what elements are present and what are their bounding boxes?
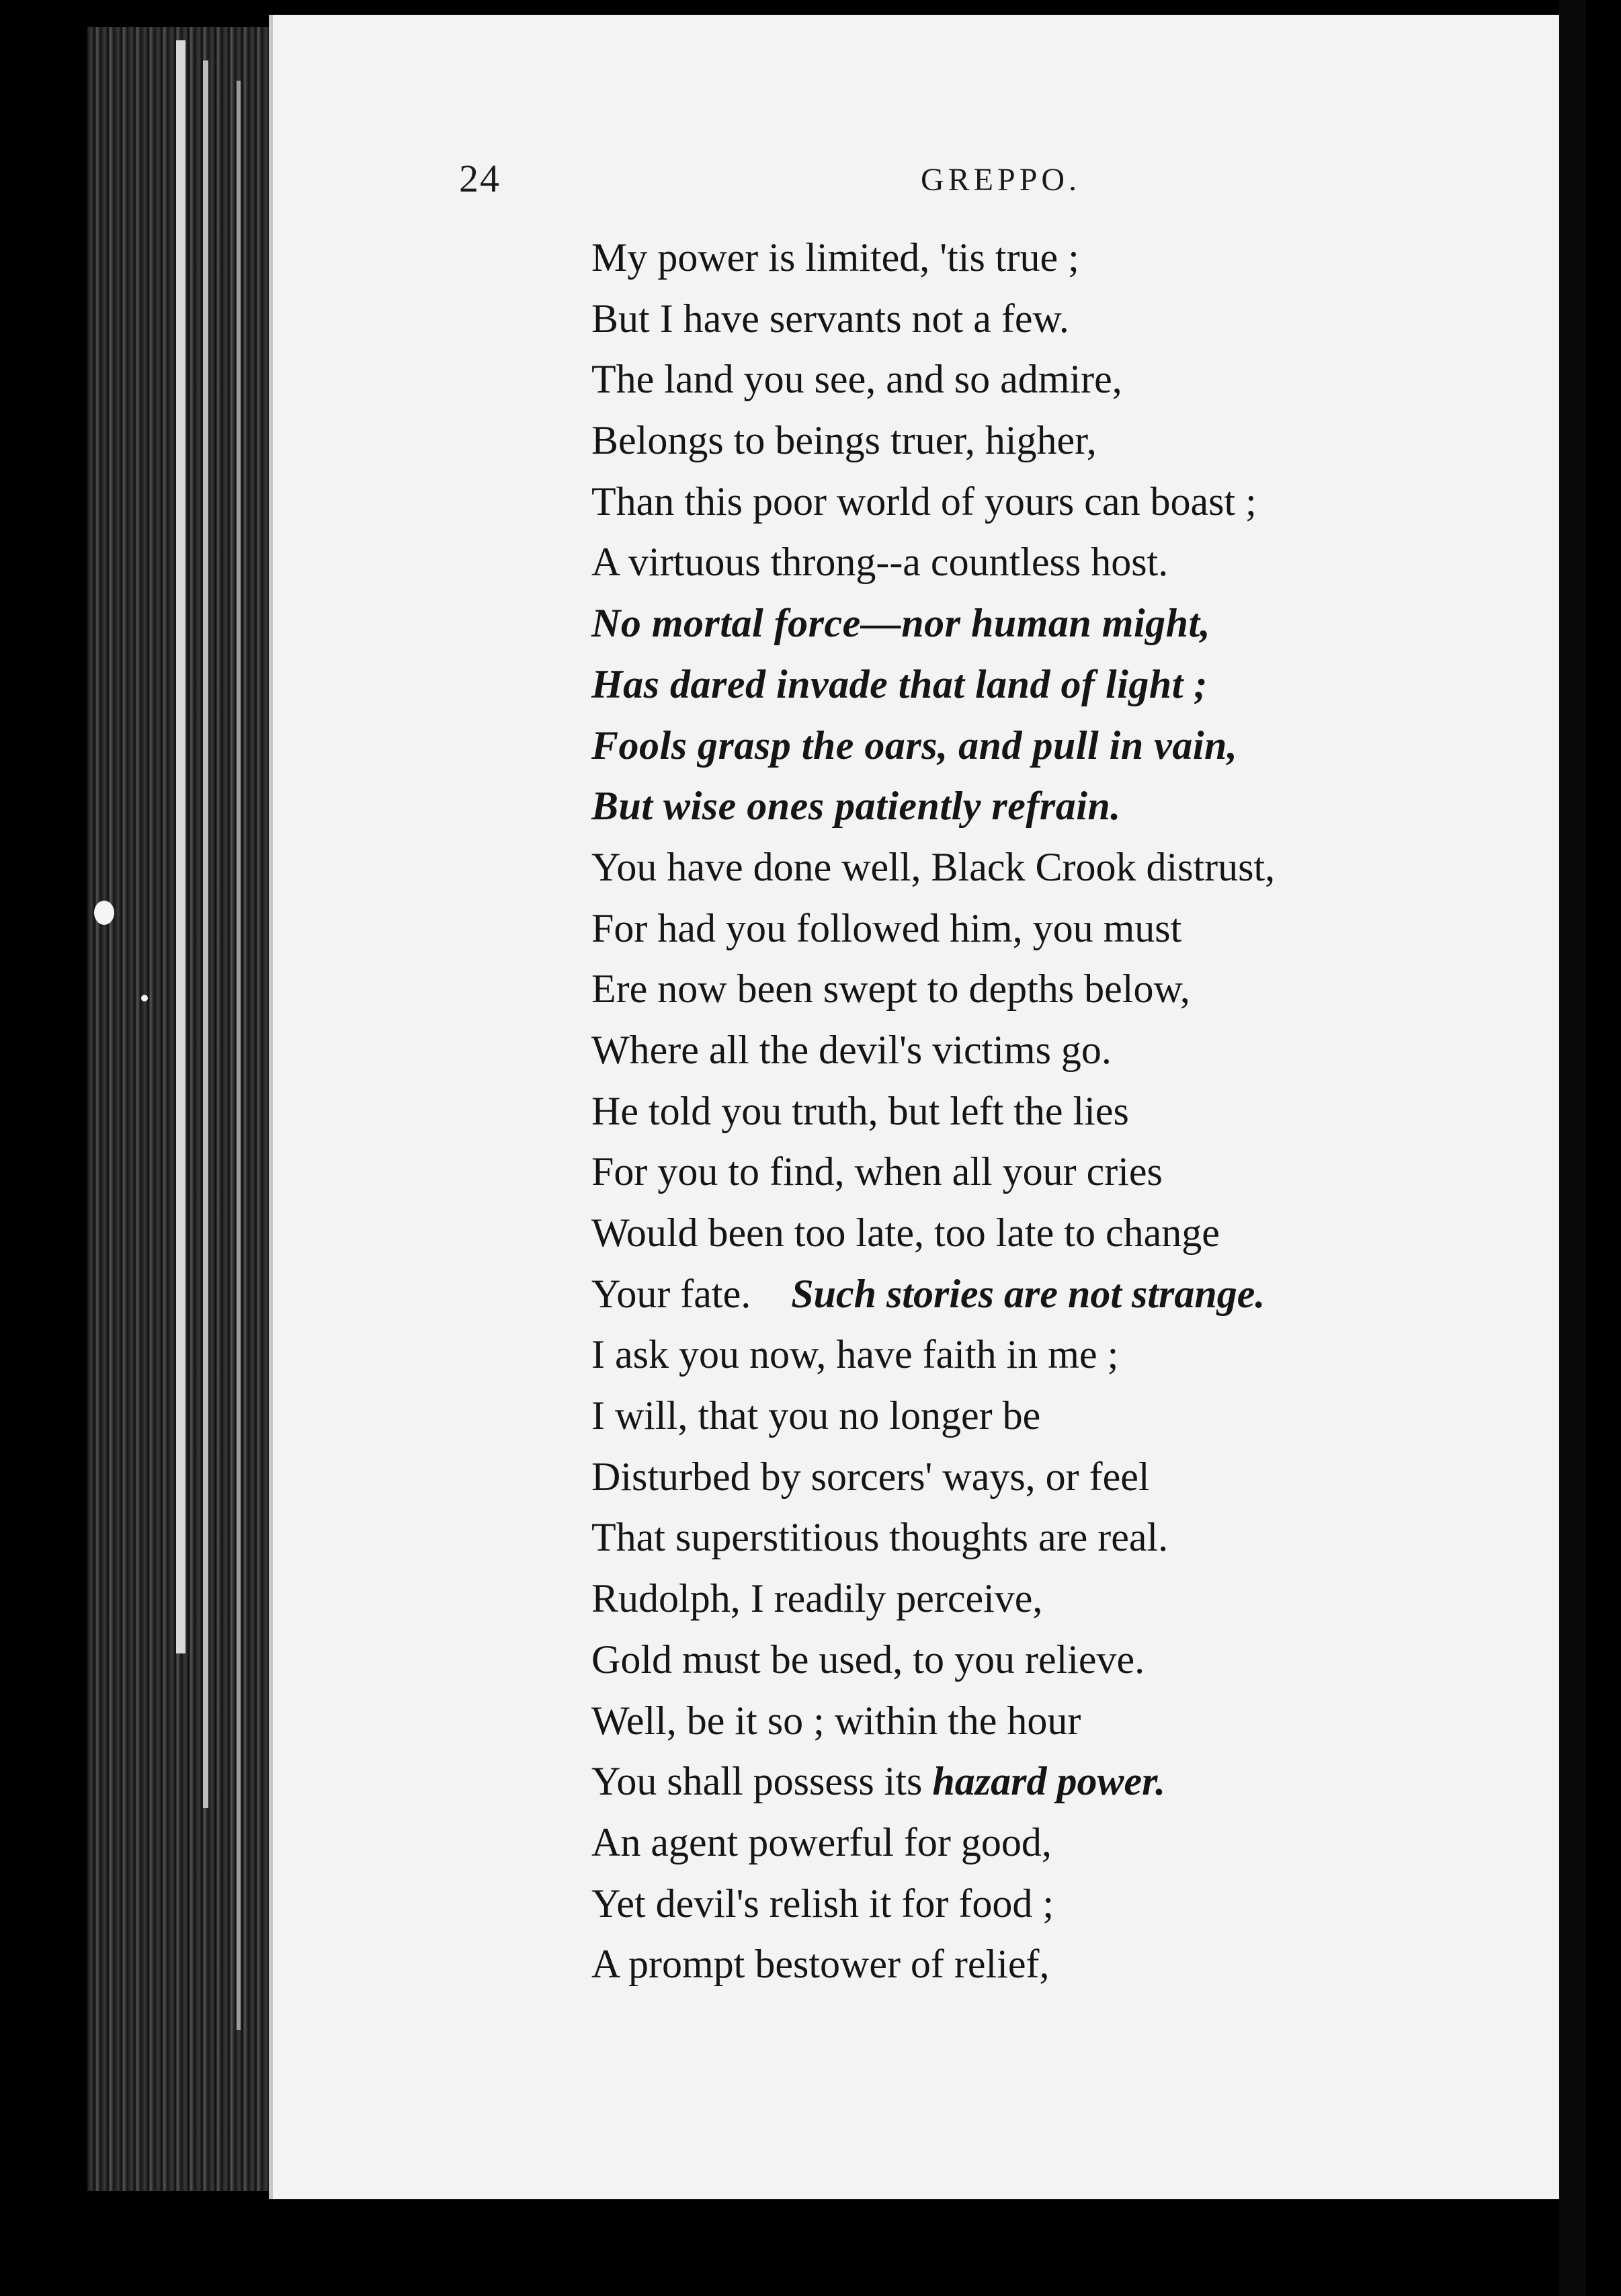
scan-speck bbox=[141, 995, 148, 1001]
right-page-edge bbox=[1559, 0, 1586, 2296]
poem-line-italic: Fools grasp the oars, and pull in vain, bbox=[591, 723, 1238, 768]
poem-line: He told you truth, but left the lies bbox=[591, 1088, 1129, 1133]
poem-line: A prompt bestower of relief, bbox=[591, 1942, 1050, 1987]
poem-line: A virtuous throng--a countless host. bbox=[591, 540, 1169, 585]
background-margin bbox=[1586, 0, 1621, 2296]
page-edge-highlight bbox=[203, 60, 208, 1808]
poem-line: Ere now been swept to depths below, bbox=[591, 967, 1190, 1012]
poem-line: Belongs to beings truer, higher, bbox=[591, 418, 1097, 463]
poem-line: An agent powerful for good, bbox=[591, 1819, 1052, 1864]
poem-line: Well, be it so ; within the hour bbox=[591, 1698, 1081, 1743]
poem-line bbox=[591, 1264, 1275, 1325]
page-edge-highlight bbox=[237, 81, 241, 2030]
poem-line: Rudolph, I readily perceive, bbox=[591, 1576, 1043, 1621]
poem-line-start: Your fate. bbox=[591, 1271, 751, 1316]
poem-line: For had you followed him, you must bbox=[591, 905, 1182, 950]
poem-line-italic-tail: Such stories are not strange. bbox=[791, 1271, 1265, 1316]
poem-line: Disturbed by sorcers' ways, or feel bbox=[591, 1454, 1150, 1499]
poem-line: Yet devil's relish it for food ; bbox=[591, 1881, 1054, 1926]
poem-line: I will, that you no longer be bbox=[591, 1393, 1041, 1438]
poem-line: The land you see, and so admire, bbox=[591, 357, 1122, 402]
poem-line: Than this poor world of yours can boast ; bbox=[591, 479, 1257, 524]
poem-line: Would been too late, too late to change bbox=[591, 1211, 1220, 1255]
poem-line: That superstitious thoughts are real. bbox=[591, 1515, 1169, 1560]
poem-line: I ask you now, have faith in me ; bbox=[591, 1332, 1119, 1377]
poem-line: But I have servants not a few. bbox=[591, 296, 1069, 341]
page-number: 24 bbox=[459, 157, 501, 200]
poem-text bbox=[591, 227, 1275, 1995]
scan-speck bbox=[94, 901, 114, 925]
poem-line: Where all the devil's victims go. bbox=[591, 1027, 1112, 1072]
poem-line-start: You shall possess its bbox=[591, 1759, 923, 1804]
page-edge-highlight bbox=[176, 40, 185, 1653]
poem-line: My power is limited, 'tis true ; bbox=[591, 235, 1079, 280]
poem-line: For you to find, when all your cries bbox=[591, 1149, 1163, 1194]
running-head: GREPPO. bbox=[921, 162, 1081, 198]
poem-line: Gold must be used, to you relieve. bbox=[591, 1637, 1145, 1682]
poem-line-italic: But wise ones patiently refrain. bbox=[591, 784, 1121, 829]
poem-line-italic: No mortal force—nor human might, bbox=[591, 601, 1211, 646]
poem-line-italic: Has dared invade that land of light ; bbox=[591, 661, 1208, 706]
poem-line bbox=[591, 1751, 1275, 1812]
poem-line-italic-tail: hazard power. bbox=[932, 1759, 1166, 1804]
poem-line: You have done well, Black Crook distrust, bbox=[591, 844, 1276, 889]
